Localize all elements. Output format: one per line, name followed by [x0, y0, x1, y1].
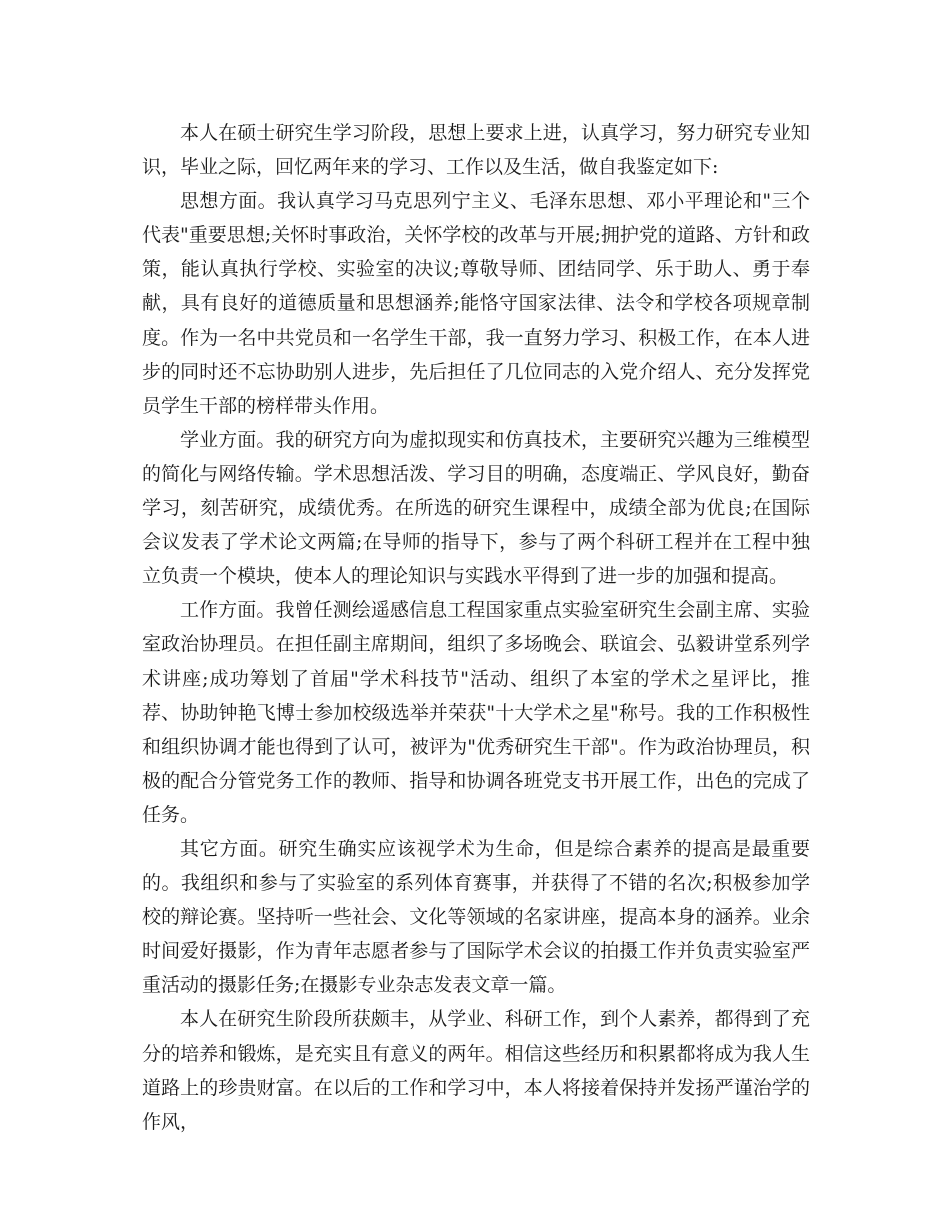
document-body: [142, 116, 810, 1139]
paragraph-other: 其它方面。研究生确实应该视学术为生命，但是综合素养的提高是最重要的。我组织和参与了实验室的系列体育赛事，并获得了不错的名次;积极参加学校的辩论赛。坚持听一些社会、文化等领域的名家讲座，提高本身的涵养。业余时间爱好摄影，作为青年志愿者参与了国际学术会议的拍摄工作并负责实验室严重活动的摄影任务;在摄影专业杂志发表文章一篇。: [142, 837, 810, 997]
paragraph-work: 工作方面。我曾任测绘遥感信息工程国家重点实验室研究生会副主席、实验室政治协理员。在担任副主席期间，组织了多场晚会、联谊会、弘毅讲堂系列学术讲座;成功筹划了首届"学术科技节"活动、组织了本室的学术之星评比，推荐、协助钟艳飞博士参加校级选举并荣获"十大学术之星"称号。我的工作积极性和组织协调才能也得到了认可，被评为"优秀研究生干部"。作为政治协理员，积极的配合分管党务工作的教师、指导和协调各班党支书开展工作，出色的完成了任务。: [142, 599, 810, 826]
paragraph-intro: 本人在硕士研究生学习阶段，思想上要求上进，认真学习，努力研究专业知识，毕业之际，回忆两年来的学习、工作以及生活，做自我鉴定如下:: [142, 122, 810, 179]
paragraph-academics: 学业方面。我的研究方向为虚拟现实和仿真技术，主要研究兴趣为三维模型的简化与网络传输。学术思想活泼、学习目的明确，态度端正、学风良好，勤奋学习，刻苦研究，成绩优秀。在所选的研究生课程中，成绩全部为优良;在国际会议发表了学术论文两篇;在导师的指导下，参与了两个科研工程并在工程中独立负责一个模块，使本人的理论知识与实践水平得到了进一步的加强和提高。: [142, 428, 810, 588]
paragraph-conclusion: 本人在研究生阶段所获颇丰，从学业、科研工作，到个人素养，都得到了充分的培养和锻炼，是充实且有意义的两年。相信这些经历和积累都将成为我人生道路上的珍贵财富。在以后的工作和学习中，本人将接着保持并发扬严谨治学的作风，: [142, 1008, 810, 1133]
paragraph-ideology: 思想方面。我认真学习马克思列宁主义、毛泽东思想、邓小平理论和"三个代表"重要思想;关怀时事政治，关怀学校的改革与开展;拥护党的道路、方针和政策，能认真执行学校、实验室的决议;尊敬导师、团结同学、乐于助人、勇于奉献，具有良好的道德质量和思想涵养;能恪守国家法律、法令和学校各项规章制度。作为一名中共党员和一名学生干部，我一直努力学习、积极工作，在本人进步的同时还不忘协助别人进步，先后担任了几位同志的入党介绍人、充分发挥党员学生干部的榜样带头作用。: [142, 190, 810, 417]
